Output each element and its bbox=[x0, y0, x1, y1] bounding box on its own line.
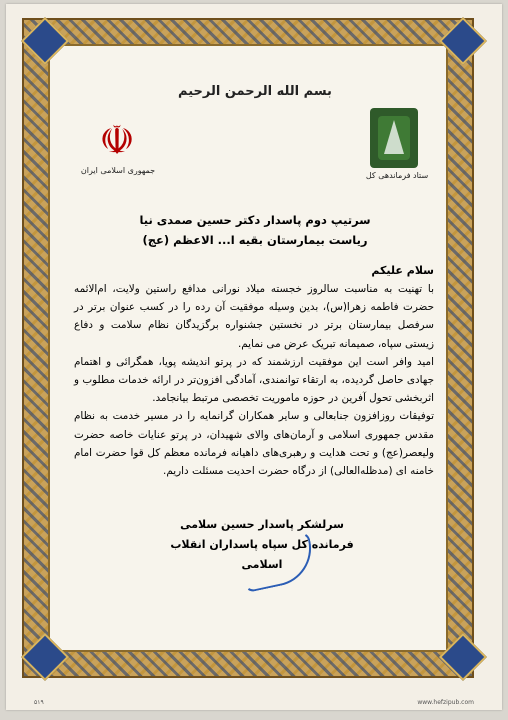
footer-right: www.hefzipub.com bbox=[417, 699, 474, 706]
irgc-emblem-caption: ستاد فرماندهی کل bbox=[365, 171, 429, 180]
basmala: بسم الله الرحمن الرحیم bbox=[178, 84, 332, 99]
footer-left: ۵۱۹ bbox=[34, 699, 44, 706]
iran-emblem-caption: جمهوری اسلامی ایران bbox=[80, 166, 156, 175]
irgc-emblem-svg bbox=[370, 108, 418, 168]
salutation: سلام علیکم bbox=[371, 264, 434, 277]
recipient-name: سرتیپ دوم پاسدار دکتر حسین صمدی نیا bbox=[139, 213, 371, 227]
paragraph-2: امید وافر است این موفقیت ارزشمند که در پرتو اندیشه پویا، همگرائی و اهتمام جهادی حاصل گردیده، به ارتقاء توانمندی، آمادگی افزون‌تر در ارائه خدمات مطلوب و اثربخشی تحول آفرین در حوزه ماموریت تخصصی مرتبط بیانجامد. bbox=[74, 355, 434, 405]
signatory-name: سرلشکر پاسدار حسین سلامی bbox=[180, 518, 344, 531]
paragraph-1: با تهنیت به مناسبت سالروز خجسته میلاد نورانی مدافع راستین ولایت، ام‌الائمه حضرت فاطمه زهرا(س)، بدین وسیله موفقیت آن رده را در کسب عنوان برتر در سرفصل بیمارستان برتر در نخستین جشنواره برگزیدگان نظام سلامت و دفاع زیستی سپاه، صمیمانه تبریک عرض می نمایم. bbox=[74, 283, 434, 350]
recipient-position: ریاست بیمارستان بقیه ا... الاعظم (عج) bbox=[142, 233, 368, 247]
recipient-block bbox=[110, 210, 400, 250]
iran-emblem-icon: ☫ bbox=[99, 118, 135, 164]
letter-body bbox=[74, 280, 434, 480]
signatory-title: فرمانده کل سپاه پاسداران انقلاب اسلامی bbox=[170, 538, 354, 571]
irgc-emblem-icon bbox=[370, 108, 418, 168]
paragraph-3: توفیقات روزافزون جنابعالی و سایر همکاران گرانمایه را در مسیر خدمت به نظام مقدس جمهوری اسلامی و آرمان‌های والای شهیدان، در پرتو عنایات خاصه حضرت ولیعصر(عج) و تحت هدایت و رهبری‌های داهیانه فرمانده معظم کل قوا حضرت امام خامنه ای (مدظله‌العالی) از درگاه حضرت احدیت مسئلت داریم. bbox=[74, 410, 434, 478]
